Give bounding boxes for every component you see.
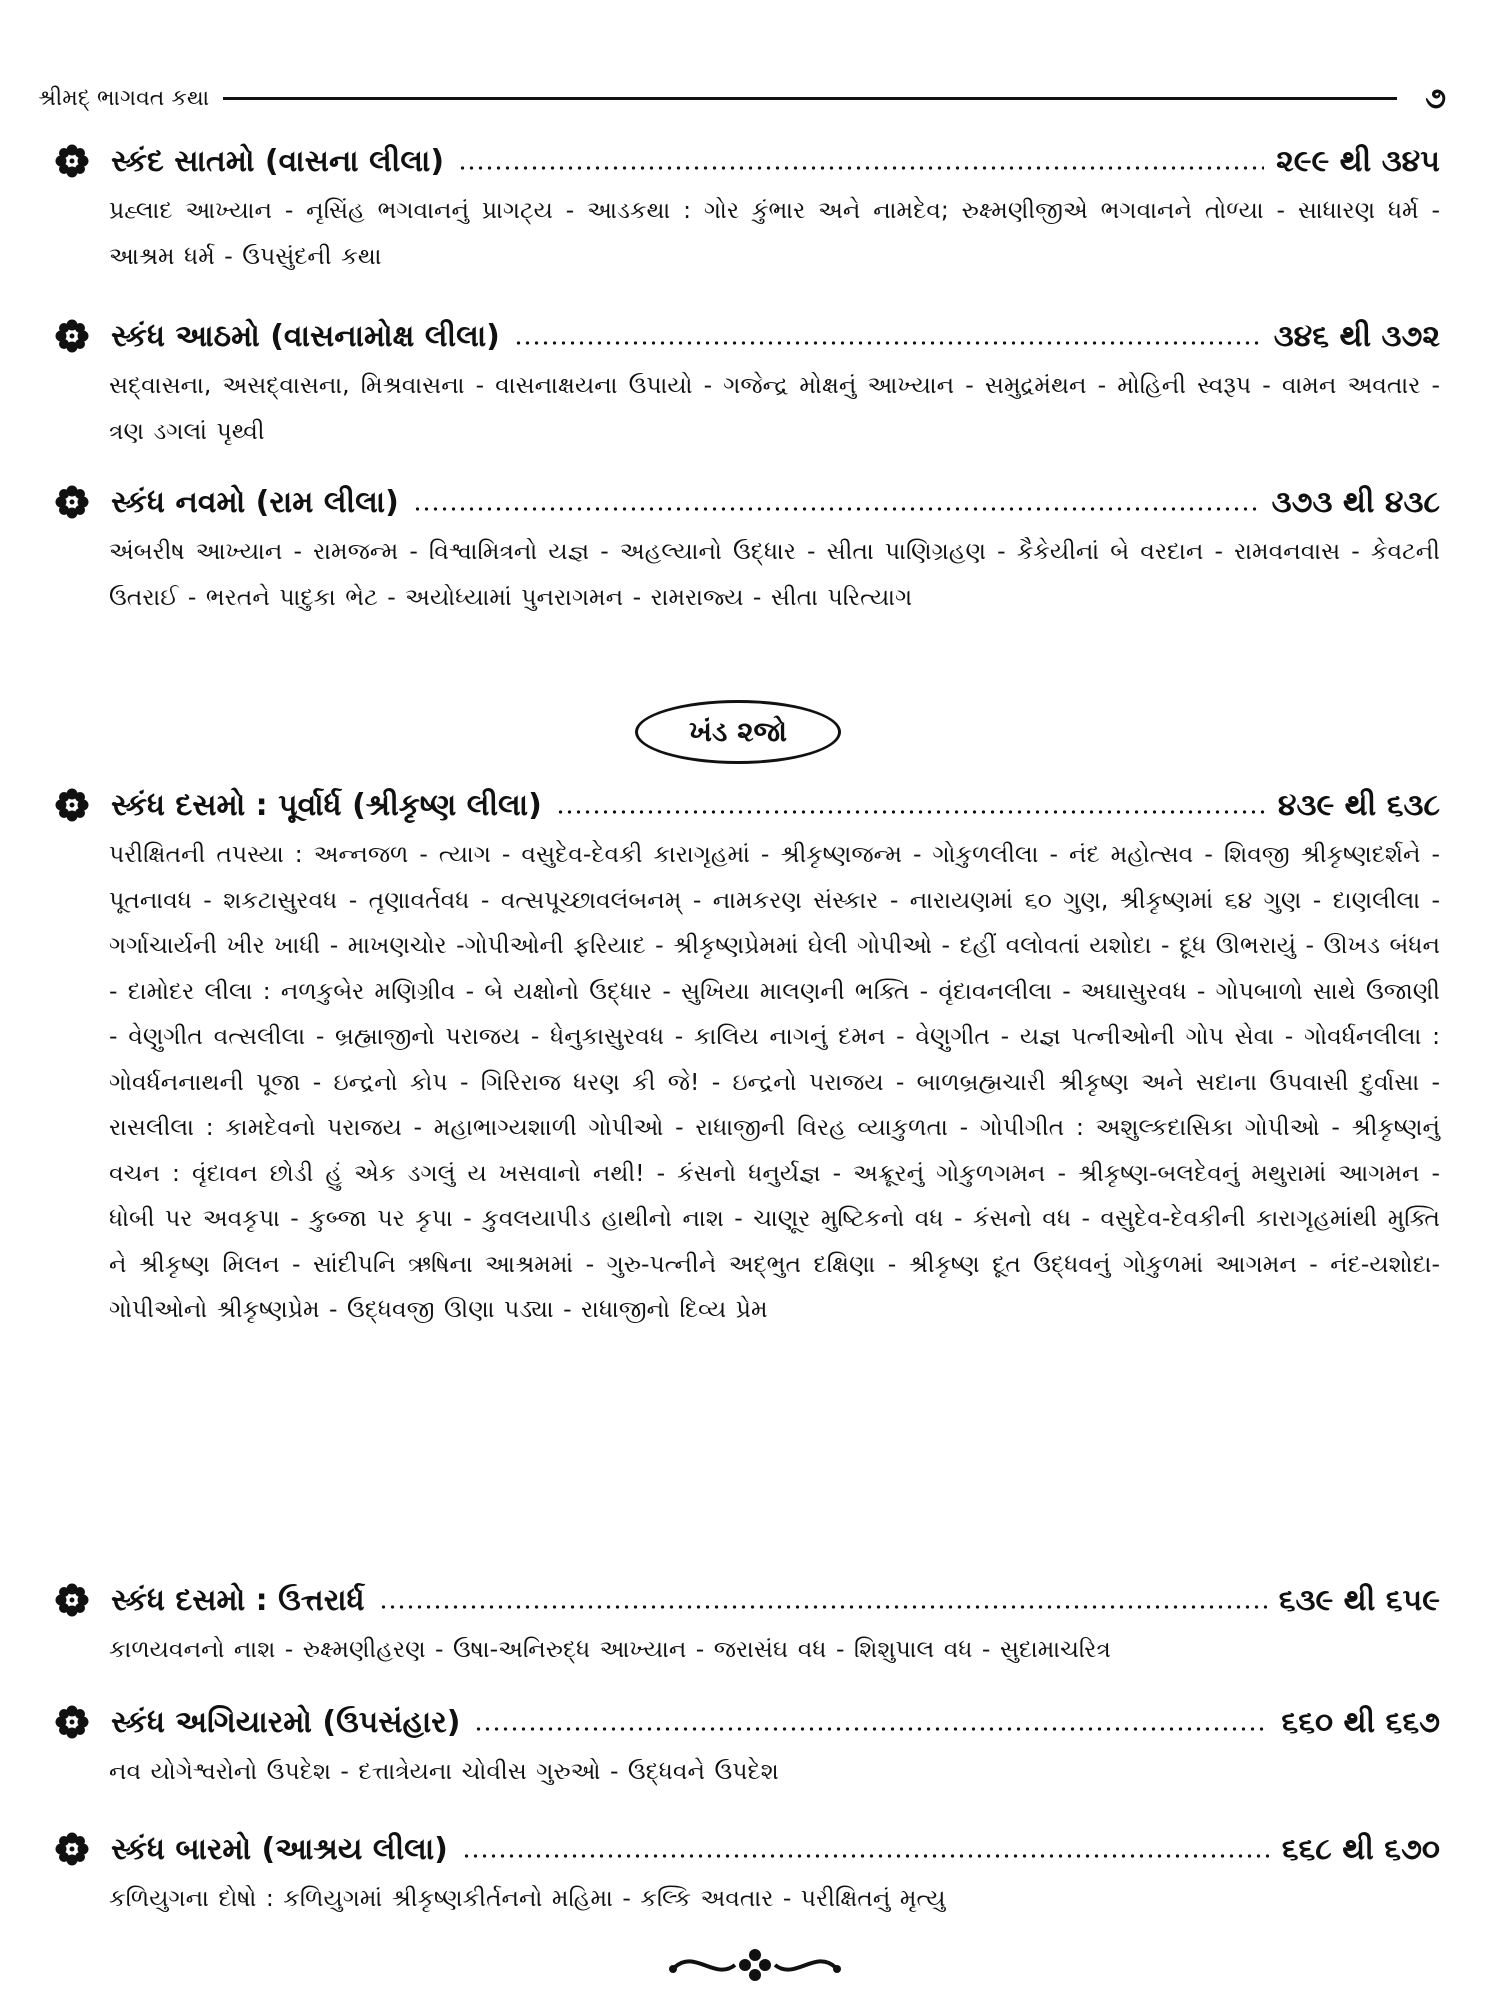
entry-title: સ્કંધ અગિયારમો (ઉપસંહાર) (111, 1704, 461, 1740)
section-title-khand-2: ખંડ ૨જો (635, 700, 841, 764)
entry-title: સ્કંધ દસમો : ઉત્તરાર્ધ (111, 1582, 365, 1618)
toc-entry-skandh-8 (55, 309, 1440, 454)
flower-bullet-icon (55, 144, 103, 178)
entry-title: સ્કંધ દસમો : પૂર્વાર્ધ (શ્રીકૃષ્ણ લીલા) (111, 787, 542, 823)
page-number: ૭ (1425, 80, 1446, 116)
dot-leader (556, 810, 1266, 814)
page-range: ૬૩૯ થી ૬૫૯ (1278, 1582, 1440, 1618)
flower-bullet-icon (55, 1583, 103, 1617)
entry-description: કળિયુગના દોષો : કળિયુગમાં શ્રીકૃષ્ણકીર્તનનો મહિમા - કલ્કિ અવતાર - પરીક્ષિતનું મૃત્યુ (109, 1884, 946, 1912)
entry-title: સ્કંધ બારમો (આશ્રય લીલા) (111, 1831, 448, 1867)
toc-entry-skandh-11 (55, 1695, 1440, 1795)
page-range: ૬૬૮ થી ૬૭૦ (1281, 1831, 1440, 1867)
flower-bullet-icon (55, 1705, 103, 1739)
entry-description: સદ્‌વાસના, અસદ્‌વાસના, મિશ્રવાસના - વાસનાક્ષયના ઉપાયો - ગજેન્દ્ર મોક્ષનું આખ્યાન - સમુદ્રમંથન - મોહિની સ્વરૂપ - વામન અવતાર - ત્રણ ડગલાં પૃથ્વી (109, 371, 1440, 445)
page-range: ૨૯૯ થી ૩૪૫ (1276, 143, 1440, 179)
page-range: ૩૪૬ થી ૩૭૨ (1273, 318, 1440, 354)
header-rule (223, 97, 1397, 100)
entry-title: સ્કંદ સાતમો (વાસના લીલા) (111, 143, 445, 179)
dot-leader (458, 166, 1264, 170)
entry-title: સ્કંધ નવમો (રામ લીલા) (111, 484, 399, 520)
toc-entry-skandh-10-uttarardh (55, 1573, 1440, 1673)
entry-description: અંબરીષ આખ્યાન - રામજન્મ - વિશ્વામિત્રનો યજ્ઞ - અહલ્યાનો ઉદ્ધાર - સીતા પાણિગ્રહણ - કૈકેયીનાં બે વરદાન - રામવનવાસ - કેવટની ઉતરાઈ - ભરતને પાદુકા ભેટ - અયોધ્યામાં પુનરાગમન - રામરાજ્ય - સીતા પરિત્યાગ (109, 537, 1440, 611)
page-range: ૪૩૯ થી ૬૩૮ (1277, 787, 1440, 823)
page-range: ૩૭૩ થી ૪૩૮ (1271, 484, 1440, 520)
entry-description: કાળયવનનો નાશ - રુક્ષ્મણીહરણ - ઉષા-અનિરુદ્ધ આખ્યાન - જરાસંઘ વધ - શિશુપાલ વધ - સુદામાચરિત્ર (109, 1635, 1111, 1663)
dot-leader (413, 507, 1260, 511)
flower-bullet-icon (55, 485, 103, 519)
toc-entry-skandh-9 (55, 475, 1440, 620)
entry-description: પરીક્ષિતની તપસ્યા : અન્નજળ - ત્યાગ - વસુદેવ-દેવકી કારાગૃહમાં - શ્રીકૃષ્ણજન્મ - ગોકુળલીલા - નંદ મહોત્સવ - શિવજી શ્રીકૃષ્ણદર્શને - પૂતનાવધ - શકટાસુરવધ - તૃણાવર્તવધ - વત્સપૂચ્છાવલંબનમ્ - નામકરણ સંસ્કાર - નારાયણમાં ૬૦ ગુણ, શ્રીકૃષ્ણમાં ૬૪ ગુણ - દાણલીલા - ગર્ગાચાર્યની ખીર ખાધી - માખણચોર -ગોપીઓની ફરિયાદ - શ્રીકૃષ્ણપ્રેમમાં ઘેલી ગોપીઓ - દહીં વલોવતાં યશોદા - દૂધ ઊભરાયું - ઊખડ બંધન - દામોદર લીલા : નળકુબેર મણિગ્રીવ - બે યક્ષોનો ઉદ્ધાર - સુખિયા માલણની ભક્તિ - વૃંદાવનલીલા - અઘાસુરવધ - ગોપબાળો સાથે ઉજાણી - વેણુગીત વત્સલીલા - બ્રહ્માજીનો પરાજય - ધેનુકાસુરવધ - કાલિય નાગનું દમન - વેણુગીત - યજ્ઞ પત્નીઓની ગોપ સેવા - ગોવર્ધનલીલા : ગોવર્ધનનાથની પૂજા - ઇન્દ્રનો કોપ - ગિરિરાજ ધરણ કી જે! - ઇન્દ્રનો પરાજય - બાળબ્રહ્મચારી શ્રીકૃષ્ણ અને સદાના ઉપવાસી દુર્વાસા - રાસલીલા : કામદેવનો પરાજય - મહાભાગ્યશાળી ગોપીઓ - રાધાજીની વિરહ વ્યાકુળતા - ગોપીગીત : અશુલ્કદાસિકા ગોપીઓ - શ્રીકૃષ્ણનું વચન : વૃંદાવન છોડી હું એક ડગલું ય ખસવાનો નથી! - કંસનો ધનુર્યજ્ઞ - અક્રૂરનું ગોકુળગમન - શ્રીકૃષ્ણ-બલદેવનું મથુરામાં આગમન - ધોબી પર અવકૃપા - કુબ્જા પર કૃપા - કુવલયાપીડ હાથીનો નાશ - ચાણૂર મુષ્ટિકનો વધ - કંસનો વધ - વસુદેવ-દેવકીની કારાગૃહમાંથી મુક્તિ ને શ્રીકૃષ્ણ મિલન - સાંદીપનિ ઋષિના આશ્રમમાં - ગુરુ-પત્નીને અદ્ભુત દક્ષિણા - શ્રીકૃષ્ણ દૂત ઉદ્ધવનું ગોકુળમાં આગમન - નંદ-યશોદા-ગોપીઓનો શ્રીકૃષ્ણપ્રેમ - ઉદ્ધવજી ઊણા પડ્યા - રાધાજીનો દિવ્ય પ્રેમ (109, 840, 1440, 1323)
toc-entry-skandh-10-purvardh (55, 778, 1440, 1333)
book-title: શ્રીમદ્ ભાગવત કથા (38, 85, 210, 111)
page-range: ૬૬૦ થી ૬૬૭ (1281, 1704, 1440, 1740)
entry-description: પ્રહ્લાદ આખ્યાન - નૃસિંહ ભગવાનનું પ્રાગટ્ય - આડકથા : ગોર કુંભાર અને નામદેવ; રુક્ષ્મણીજીએ ભગવાનને તોળ્યા - સાધારણ ધર્મ - આશ્રમ ધર્મ - ઉપસુંદની કથા (109, 196, 1440, 270)
dot-leader (474, 1727, 1269, 1731)
flower-bullet-icon (55, 319, 103, 353)
dot-leader (514, 341, 1262, 345)
entry-description: નવ યોગેશ્વરોનો ઉપદેશ - દત્તાત્રેયના ચોવીસ ગુરુઓ - ઉદ્ધવને ઉપદેશ (109, 1757, 779, 1785)
toc-entry-skandh-7 (55, 134, 1440, 279)
decorative-ornament-icon (655, 1945, 855, 1985)
entry-title: સ્કંધ આઠમો (વાસનામોક્ષ લીલા) (111, 318, 500, 354)
dot-leader (462, 1854, 1270, 1858)
toc-entry-skandh-12 (55, 1822, 1440, 1922)
running-header (38, 78, 1458, 118)
flower-bullet-icon (55, 788, 103, 822)
flower-bullet-icon (55, 1832, 103, 1866)
dot-leader (379, 1605, 1267, 1609)
